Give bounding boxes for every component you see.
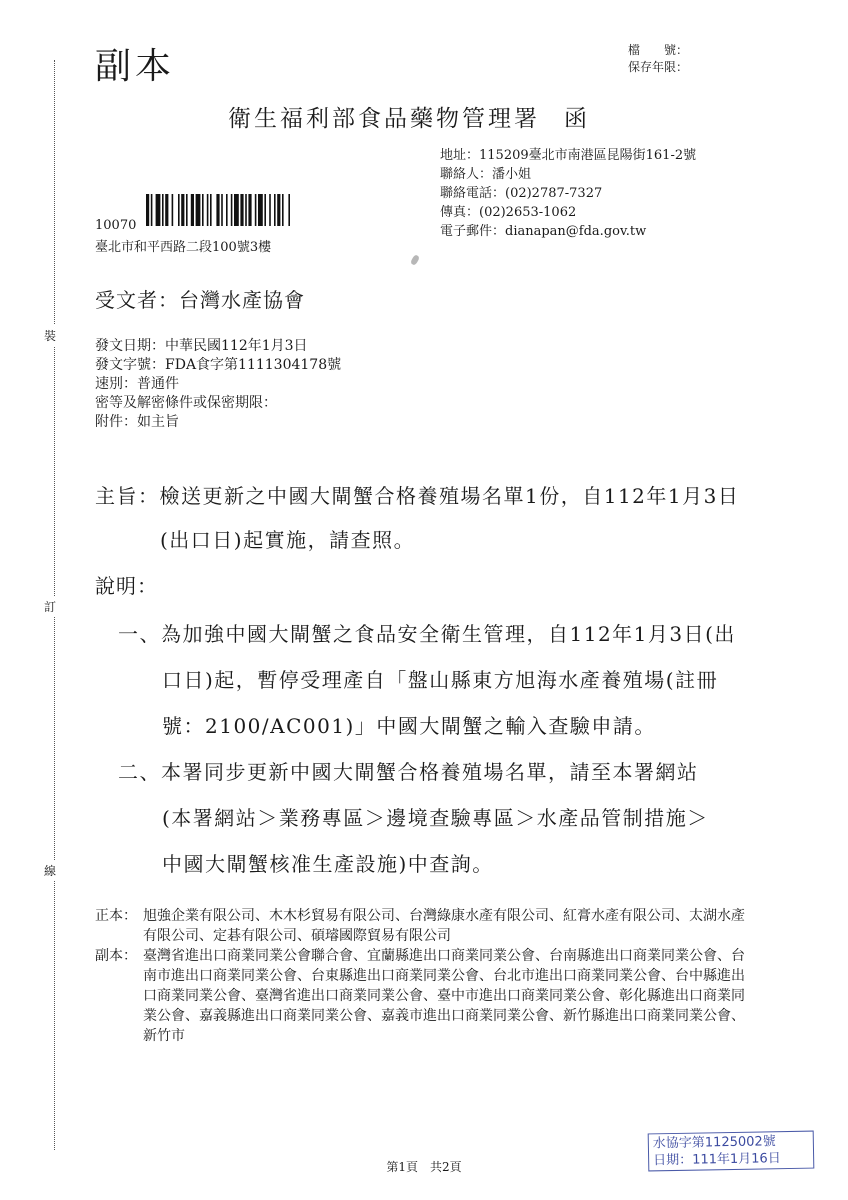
item-1-line-1: 一、為加強中國大閘蟹之食品安全衛生管理，自112年1月3日(出 (118, 622, 736, 646)
barcode-bar (231, 194, 233, 226)
received-stamp-number: 水協字第1125002號 (652, 1134, 776, 1152)
barcode-bar (274, 194, 276, 226)
document-number: 發文字號：FDA食字第1111304178號 (95, 357, 342, 373)
page-footer: 第1頁 共2頁 (386, 1160, 462, 1174)
barcode-bar (210, 194, 212, 226)
subject-line-2: (出口日)起實施，請查照。 (160, 528, 416, 552)
received-stamp-date: 日期：111年1月16日 (653, 1151, 781, 1169)
barcode-bar (269, 194, 271, 226)
subject-line-1: 主旨：檢送更新之中國大閘蟹合格養殖場名單1份，自112年1月3日 (95, 484, 740, 508)
item-1-line-3: 號：2100/AC001)」中國大閘蟹之輸入查驗申請。 (162, 714, 656, 738)
binding-mark-xian: 線 (44, 860, 56, 881)
barcode-bar (226, 194, 228, 226)
barcode-bar (248, 194, 251, 226)
contact-fax: 傳真：(02)2653-1062 (440, 205, 577, 220)
barcode-bar (146, 194, 149, 226)
copy-mark: 副本 (95, 46, 176, 87)
barcode-bar (202, 194, 204, 226)
barcode-bar (258, 194, 263, 226)
barcode-bar (240, 194, 243, 226)
copy-recipients (95, 946, 753, 1046)
barcode-bar (162, 194, 164, 226)
barcode-bar (277, 194, 280, 226)
barcode-bar (288, 194, 290, 226)
original-list: 旭強企業有限公司、木木杉貿易有限公司、台灣綠康水產有限公司、紅膏水產有限公司、太湖水產有限公司、定碁有限公司、碩璿國際貿易有限公司 (143, 908, 745, 944)
barcode-bar (191, 194, 194, 226)
contact-address: 地址：115209臺北市南港區昆陽街161-2號 (440, 148, 697, 163)
delivery-speed: 速別：普通件 (95, 376, 179, 392)
barcode-bar (282, 194, 284, 226)
barcode-bar (196, 194, 201, 226)
binding-mark-ding: 訂 (44, 596, 56, 617)
agency-title-line (228, 100, 590, 133)
copy-list: 臺灣省進出口商業同業公會聯合會、宜蘭縣進出口商業同業公會、台南縣進出口商業同業公會、台南市進出口商業同業公會、台東縣進出口商業同業公會、台北市進出口商業同業公會、台中縣進出口商業同業公會、臺灣省進出口商業同業公會、臺中市進出口商業同業公會、彰化縣進出口商業同業公會、嘉義縣進出口商業同業公會、嘉義市進出口商業同業公會、新竹縣進出口商業同業公會、新竹市 (143, 948, 745, 1044)
barcode-bar (151, 194, 153, 226)
barcode-bar (255, 194, 257, 226)
barcode-bar (264, 194, 266, 226)
attachment: 附件：如主旨 (95, 414, 179, 430)
barcode-bar (181, 194, 184, 226)
original-label: 正本： (95, 908, 137, 924)
barcode-bar (178, 194, 180, 226)
item-2-line-1: 二、本署同步更新中國大閘蟹合格養殖場名單，請至本署網站 (118, 760, 699, 784)
barcode-bar (172, 194, 174, 226)
original-recipients (95, 906, 753, 946)
file-info (628, 42, 688, 76)
mailing-address: 臺北市和平西路二段100號3樓 (95, 240, 272, 255)
contact-block (440, 146, 696, 241)
barcode-bar (216, 194, 219, 226)
barcode-bar (221, 194, 223, 226)
postal-code: 10070 (95, 218, 137, 233)
barcode-bar (165, 194, 168, 226)
distribution-list (95, 906, 753, 1046)
document-meta (95, 337, 341, 432)
item-1-line-2: 口日)起，暫停受理產自「盤山縣東方旭海水產養殖場(註冊 (162, 668, 719, 692)
postal-barcode (146, 194, 366, 226)
file-number-label: 檔 號： (628, 43, 689, 57)
copy-label: 副本： (95, 948, 137, 964)
contact-phone: 聯絡電話：(02)2787-7327 (440, 186, 603, 201)
item-2-line-3: 中國大閘蟹核准生產設施)中查詢。 (162, 852, 494, 876)
barcode-bar (245, 194, 247, 226)
binding-mark-zhuang: 裝 (44, 325, 56, 346)
scan-speck (410, 254, 420, 266)
retention-label: 保存年限： (628, 60, 689, 74)
secrecy-level: 密等及解密條件或保密期限： (95, 395, 277, 411)
barcode-bar (207, 194, 209, 226)
issue-date: 發文日期：中華民國112年1月3日 (95, 338, 308, 354)
barcode-bar (234, 194, 239, 226)
explanation-heading: 說明： (95, 574, 158, 598)
contact-person: 聯絡人：潘小姐 (440, 167, 532, 182)
doc-type: 函 (564, 106, 590, 132)
recipient: 受文者：台灣水產協會 (95, 288, 305, 312)
contact-email: 電子郵件：dianapan@fda.gov.tw (440, 224, 647, 239)
agency-title: 衛生福利部食品藥物管理署 (228, 106, 540, 132)
item-2-line-2: (本署網站＞業務專區＞邊境查驗專區＞水產品管制措施＞ (162, 806, 709, 830)
barcode-bar (156, 194, 161, 226)
barcode-bar (186, 194, 188, 226)
